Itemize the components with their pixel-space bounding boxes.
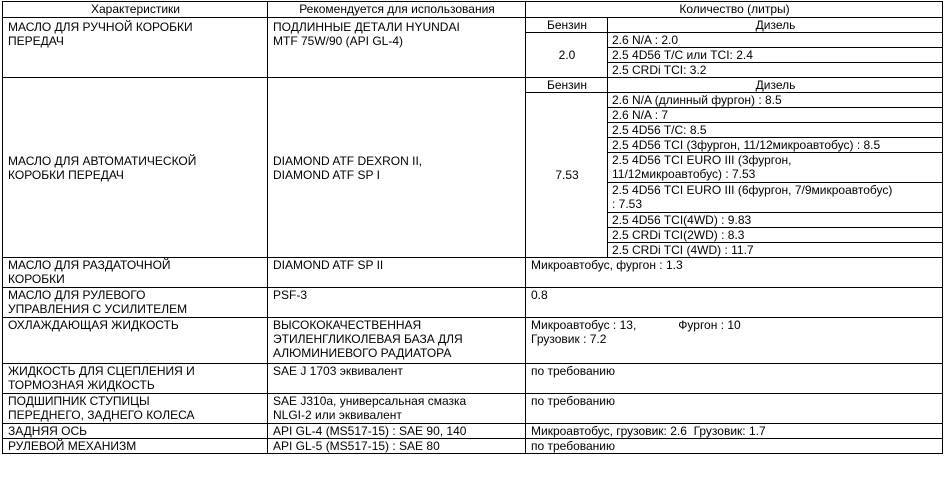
automatic-diesel-item: 2.5 CRDi TCI (4WD) : 11.7 <box>608 243 943 258</box>
manual-name <box>3 18 268 78</box>
header-row <box>3 2 943 18</box>
automatic-diesel-item <box>608 183 943 213</box>
hub-name <box>3 394 268 424</box>
manual-name-line-1: МАСЛО ДЛЯ РУЧНОЙ КОРОБКИ <box>8 20 193 34</box>
header-characteristics: Характеристики <box>3 2 268 18</box>
automatic-diesel-line: : 7.53 <box>612 197 643 211</box>
automatic-petrol-value: 7.53 <box>526 93 608 258</box>
coolant-qty-truck: Грузовик : 7.2 <box>531 332 607 346</box>
steering-gear-row <box>3 439 943 454</box>
manual-diesel-label: Дизель <box>608 18 943 33</box>
transfer-row <box>3 258 943 288</box>
brake-name <box>3 364 268 394</box>
hub-rec-line-1: SAE J310a, универсальная смазка <box>273 394 467 408</box>
manual-rec-line-2: MTF 75W/90 (API GL-4) <box>273 34 404 48</box>
steering-gear-name: РУЛЕВОЙ МЕХАНИЗМ <box>3 439 268 454</box>
hub-name-line-1: ПОДШИПНИК СТУПИЦЫ <box>8 394 150 408</box>
manual-recommended <box>268 18 526 78</box>
hub-name-line-2: ПЕРЕДНЕГО, ЗАДНЕГО КОЛЕСА <box>8 408 195 422</box>
steering-fluid-name-line-1: МАСЛО ДЛЯ РУЛЕВОГО <box>8 288 146 302</box>
automatic-subheader-row <box>3 78 943 93</box>
hub-row <box>3 394 943 424</box>
manual-petrol-label: Бензин <box>526 18 608 33</box>
automatic-recommended <box>268 78 526 258</box>
rear-axle-name: ЗАДНЯЯ ОСЬ <box>3 424 268 439</box>
automatic-name <box>3 78 268 258</box>
coolant-name: ОХЛАЖДАЮЩАЯ ЖИДКОСТЬ <box>3 318 268 364</box>
coolant-row <box>3 318 943 364</box>
manual-rec-line-1: ПОДЛИННЫЕ ДЕТАЛИ HYUNDAI <box>273 20 460 34</box>
steering-gear-recommended: API GL-5 (MS517-15) : SAE 80 <box>268 439 526 454</box>
automatic-diesel-line: 2.5 4D56 TCI EURO III (3фургон, <box>612 153 792 167</box>
brake-quantity: по требованию <box>526 364 943 394</box>
coolant-recommended <box>268 318 526 364</box>
brake-row <box>3 364 943 394</box>
automatic-diesel-item: 2.6 N/A (длинный фургон) : 8.5 <box>608 93 943 108</box>
manual-diesel-item: 2.5 4D56 T/C или TCI: 2.4 <box>608 48 943 63</box>
steering-gear-quantity: по требованию <box>526 439 943 454</box>
automatic-name-line-2: КОРОБКИ ПЕРЕДАЧ <box>8 167 124 182</box>
header-recommended: Рекомендуется для использования <box>268 2 526 18</box>
manual-subheader-row <box>3 18 943 33</box>
brake-name-line-2: ТОРМОЗНАЯ ЖИДКОСТЬ <box>8 378 155 392</box>
transfer-name <box>3 258 268 288</box>
coolant-qty-van: Фургон : 10 <box>678 318 741 332</box>
rear-axle-recommended: API GL-4 (MS517-15) : SAE 90, 140 <box>268 424 526 439</box>
automatic-diesel-line: 2.5 4D56 TCI EURO III (6фургон, 7/9микроавтобус) <box>612 183 893 197</box>
automatic-diesel-item <box>608 153 943 183</box>
transfer-recommended: DIAMOND ATF SP II <box>268 258 526 288</box>
brake-name-line-1: ЖИДКОСТЬ ДЛЯ СЦЕПЛЕНИЯ И <box>8 364 195 378</box>
steering-fluid-name <box>3 288 268 318</box>
automatic-petrol-label: Бензин <box>526 78 608 93</box>
automatic-diesel-line: 11/12микроавтобус) : 7.53 <box>612 167 756 181</box>
manual-name-line-2: ПЕРЕДАЧ <box>8 34 64 48</box>
coolant-qty-line-1 <box>531 318 938 332</box>
transfer-name-line-1: МАСЛО ДЛЯ РАЗДАТОЧНОЙ <box>8 258 171 272</box>
coolant-rec-line-3: АЛЮМИНИЕВОГО РАДИАТОРА <box>273 346 452 360</box>
rear-axle-row <box>3 424 943 439</box>
automatic-name-line-1: МАСЛО ДЛЯ АВТОМАТИЧЕСКОЙ <box>8 153 197 168</box>
hub-recommended <box>268 394 526 424</box>
steering-fluid-row <box>3 288 943 318</box>
rear-axle-quantity: Микроавтобус, грузовик: 2.6 Грузовик: 1.7 <box>526 424 943 439</box>
automatic-diesel-label: Дизель <box>608 78 943 93</box>
steering-fluid-quantity: 0.8 <box>526 288 943 318</box>
header-quantity: Количество (литры) <box>526 2 943 18</box>
automatic-rec-line-2: DIAMOND ATF SP I <box>273 167 380 182</box>
coolant-rec-line-1: ВЫСОКОКАЧЕСТВЕННАЯ <box>273 318 422 332</box>
automatic-diesel-item: 2.5 4D56 TCI(4WD) : 9.83 <box>608 213 943 228</box>
manual-diesel-item: 2.6 N/A : 2.0 <box>608 33 943 48</box>
coolant-rec-line-2: ЭТИЛЕНГЛИКОЛЕВАЯ БАЗА ДЛЯ <box>273 332 463 346</box>
hub-quantity: по требованию <box>526 394 943 424</box>
manual-diesel-item: 2.5 CRDi TCI: 3.2 <box>608 63 943 78</box>
automatic-diesel-item: 2.5 4D56 TCI (3фургон, 11/12микроавтобус) : 8.5 <box>608 138 943 153</box>
automatic-diesel-item: 2.5 4D56 T/C: 8.5 <box>608 123 943 138</box>
brake-recommended: SAE J 1703 эквивалент <box>268 364 526 394</box>
transfer-name-line-2: КОРОБКИ <box>8 272 65 286</box>
steering-fluid-name-line-2: УПРАВЛЕНИЯ С УСИЛИТЕЛЕМ <box>8 302 188 316</box>
automatic-diesel-item: 2.6 N/A : 7 <box>608 108 943 123</box>
steering-fluid-recommended: PSF-3 <box>268 288 526 318</box>
lubricants-table <box>2 1 943 454</box>
hub-rec-line-2: NLGI-2 или эквивалент <box>273 408 402 422</box>
automatic-rec-line-1: DIAMOND ATF DEXRON II, <box>273 153 423 168</box>
coolant-qty-minibus: Микроавтобус : 13, <box>531 318 637 332</box>
manual-petrol-value: 2.0 <box>526 33 608 78</box>
automatic-diesel-item: 2.5 CRDi TCI(2WD) : 8.3 <box>608 228 943 243</box>
transfer-quantity: Микроавтобус, фургон : 1.3 <box>526 258 943 288</box>
coolant-quantity <box>526 318 943 364</box>
